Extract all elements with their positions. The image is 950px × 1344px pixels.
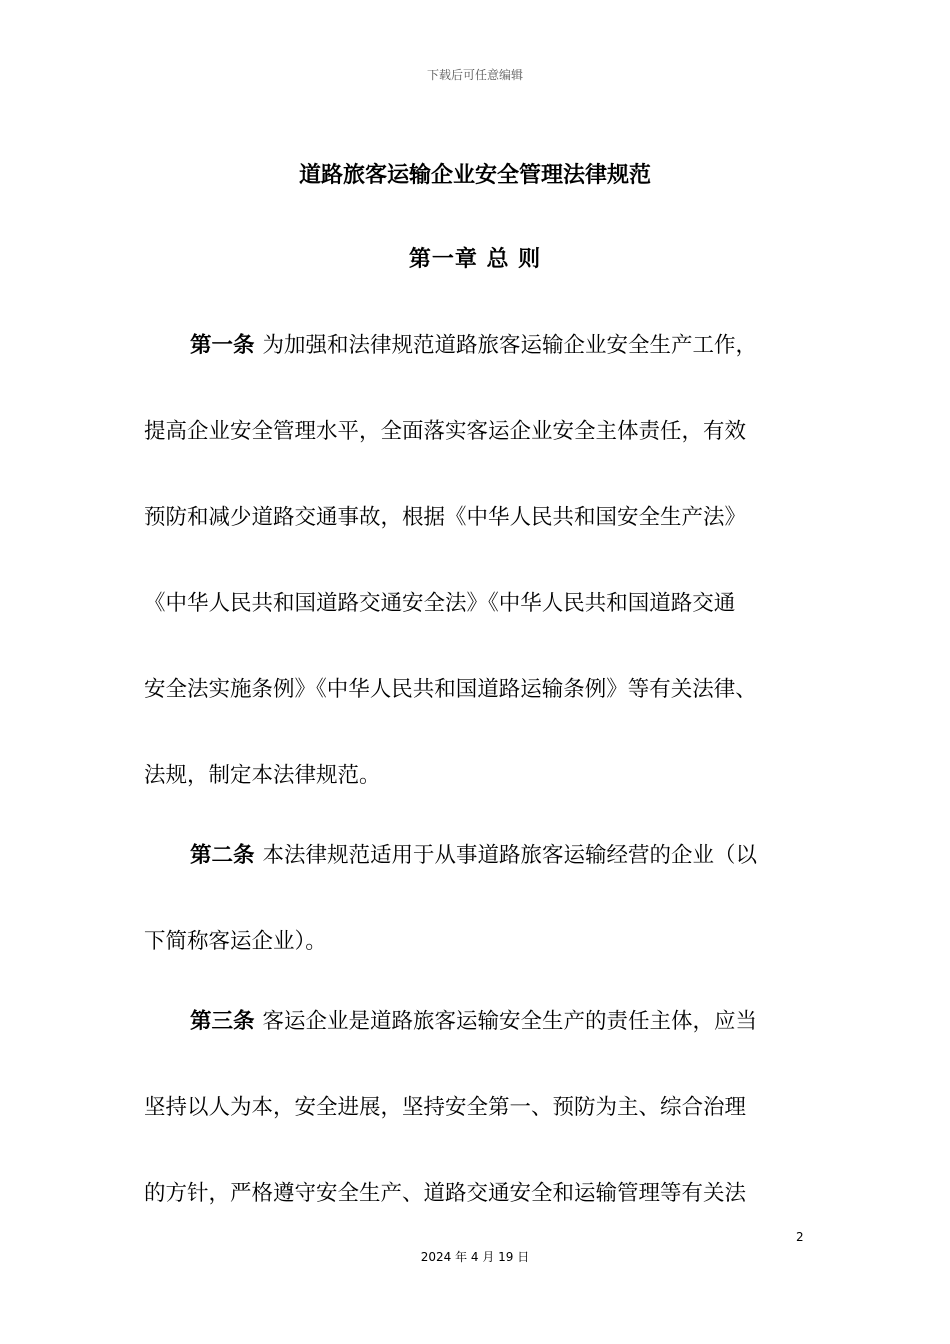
article-3-line-2: 坚持以人为本，安全进展，坚持安全第一、预防为主、综合治理	[144, 1095, 747, 1120]
header-note: 下载后可任意编辑	[426, 68, 523, 82]
article-2-line-1	[144, 836, 824, 922]
footer-date: 2024 年 4 月 19 日	[420, 1250, 530, 1264]
article-1-label: 第一条	[190, 333, 255, 358]
page-number: 2	[796, 1230, 804, 1244]
chapter-title: 第一章 总 则	[408, 247, 542, 272]
article-2-line-2: 下简称客运企业）。	[144, 929, 327, 954]
article-3-line-1	[144, 1002, 824, 1088]
article-2-label: 第二条	[190, 843, 255, 868]
article-1-line-5: 安全法实施条例》《中华人民共和国道路运输条例》等有关法律、	[144, 677, 757, 702]
article-1-line-1	[144, 326, 824, 412]
article-1-line-4: 《中华人民共和国道路交通安全法》《中华人民共和国道路交通	[144, 591, 736, 616]
article-3-text: 客运企业是道路旅客运输安全生产的责任主体，应当	[262, 1009, 758, 1034]
article-2-text: 本法律规范适用于从事道路旅客运输经营的企业（以	[262, 843, 758, 868]
document-title: 道路旅客运输企业安全管理法律规范	[298, 163, 651, 188]
article-1-line-6: 法规，制定本法律规范。	[144, 763, 381, 788]
article-1-text: 为加强和法律规范道路旅客运输企业安全生产工作，	[262, 333, 758, 358]
article-3-line-3: 的方针，严格遵守安全生产、道路交通安全和运输管理等有关法	[144, 1181, 747, 1206]
article-1-line-3: 预防和减少道路交通事故，根据《中华人民共和国安全生产法》	[144, 505, 747, 530]
article-3-label: 第三条	[190, 1009, 255, 1034]
document-body	[144, 326, 824, 1260]
article-1-line-2: 提高企业安全管理水平，全面落实客运企业安全主体责任，有效	[144, 419, 747, 444]
